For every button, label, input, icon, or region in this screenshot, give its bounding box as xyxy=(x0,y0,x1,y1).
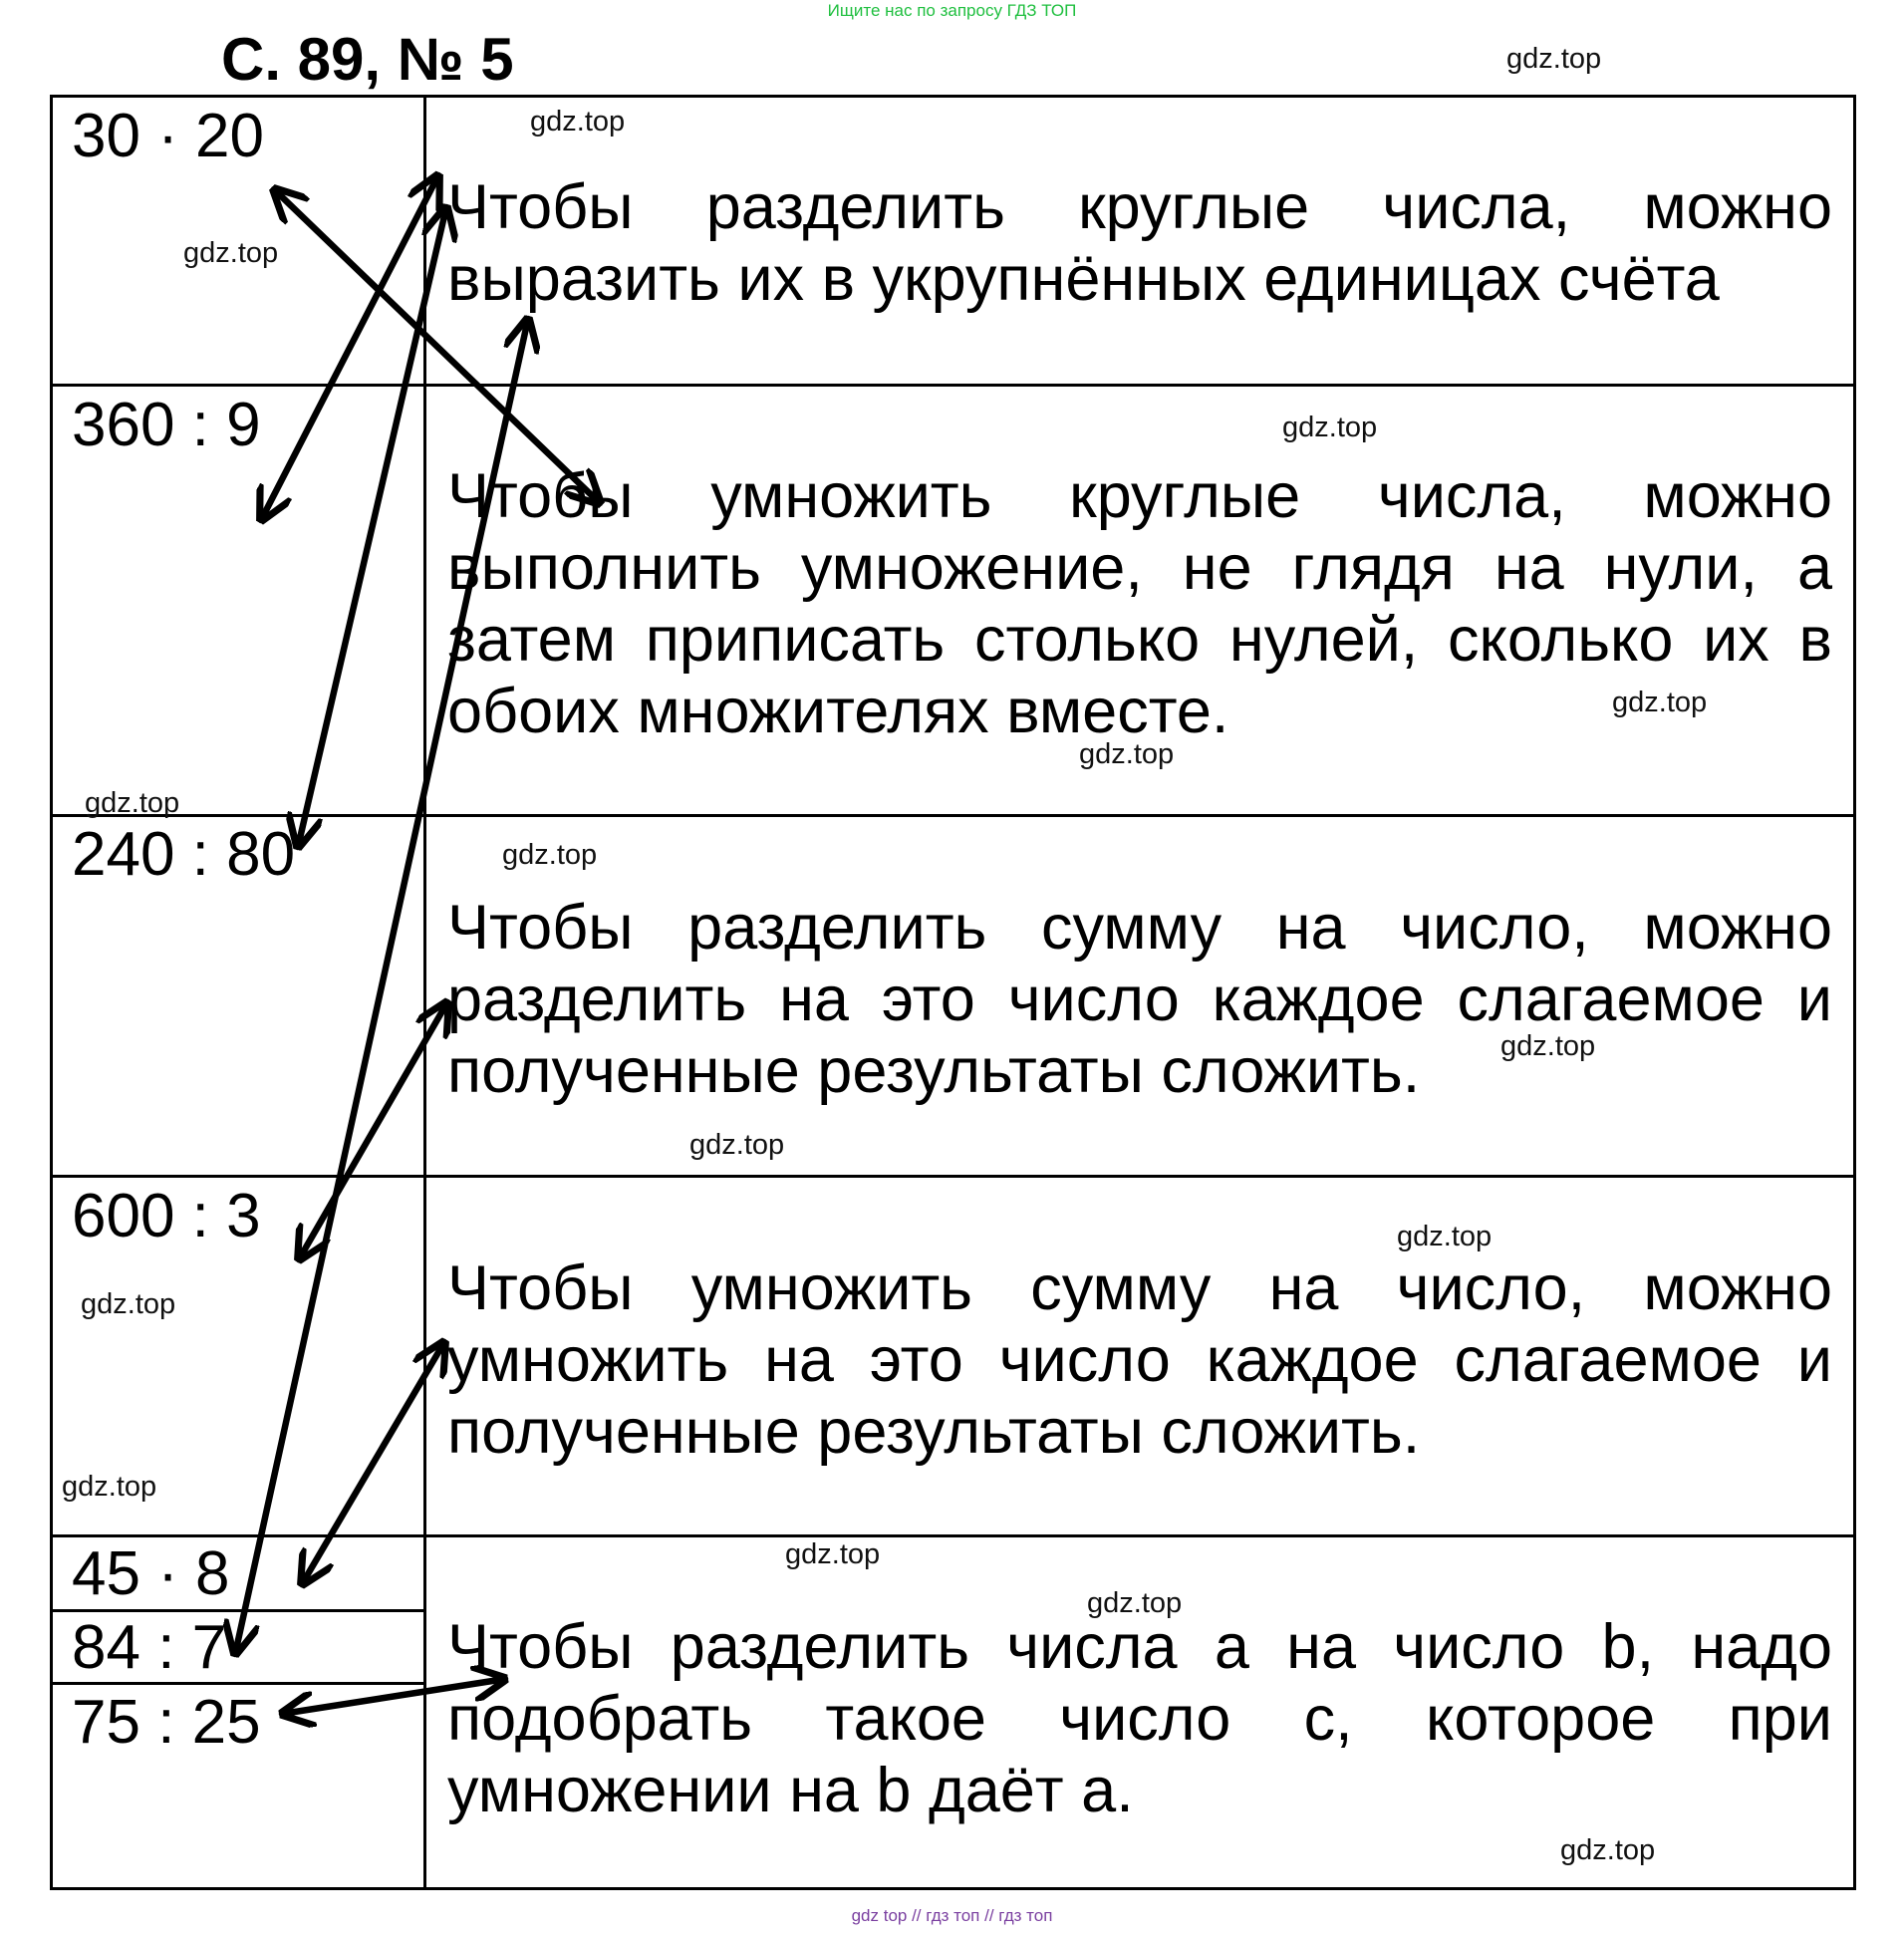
arrow-45x8-rule4 xyxy=(302,1342,444,1584)
watermark: gdz.top xyxy=(1397,1221,1493,1252)
rule-1: Чтобы разделить круглые числа, можно выразить их в укрупнённых единицах счёта xyxy=(447,172,1832,314)
search-banner: Ищите нас по запросу ГДЗ ТОП xyxy=(827,1,1077,20)
watermark: gdz.top xyxy=(1612,687,1708,718)
expression-5: 45 · 8 xyxy=(72,1539,230,1608)
watermark: gdz.top xyxy=(1500,1030,1596,1062)
arrow-600div3-rule3 xyxy=(299,1002,447,1259)
watermark: gdz.top xyxy=(1087,1587,1183,1619)
expression-6: 84 : 7 xyxy=(72,1613,227,1682)
watermark: gdz.top xyxy=(530,106,626,138)
expression-4: 600 : 3 xyxy=(72,1182,261,1250)
arrow-75div25-rule5 xyxy=(282,1679,505,1714)
rule-5: Чтобы разделить числа a на число b, надо подобрать такое число c, которое при умножении на b даёт a. xyxy=(447,1612,1832,1825)
watermark: gdz.top xyxy=(1079,738,1175,770)
watermark: gdz.top xyxy=(1282,412,1378,443)
watermark: gdz.top xyxy=(1506,43,1602,75)
watermark: gdz.top xyxy=(502,839,598,871)
expression-2: 360 : 9 xyxy=(72,391,261,459)
rule-3: Чтобы разделить сумму на число, можно разделить на это число каждое слагаемое и полученные результаты сложить. xyxy=(447,893,1832,1106)
rule-2: Чтобы умножить круглые числа, можно выполнить умножение, не глядя на нули, а затем приписать столько нулей, сколько их в обоих множителях вместе. xyxy=(447,461,1832,746)
rule-4: Чтобы умножить сумму на число, можно умножить на это число каждое слагаемое и полученные результаты сложить. xyxy=(447,1253,1832,1467)
expression-3: 240 : 80 xyxy=(72,820,296,889)
watermark: gdz.top xyxy=(81,1288,176,1320)
expression-7: 75 : 25 xyxy=(72,1688,261,1757)
watermark: gdz.top xyxy=(689,1129,785,1161)
page-title: С. 89, № 5 xyxy=(221,26,514,93)
watermark: gdz.top xyxy=(1560,1834,1656,1866)
watermark: gdz.top xyxy=(85,787,180,819)
watermark: gdz.top xyxy=(785,1538,881,1570)
expression-1: 30 · 20 xyxy=(72,102,265,170)
watermark: gdz.top xyxy=(62,1471,157,1503)
watermark: gdz.top xyxy=(183,237,279,269)
footer-links: gdz top // гдз топ // гдз топ xyxy=(851,1906,1053,1925)
